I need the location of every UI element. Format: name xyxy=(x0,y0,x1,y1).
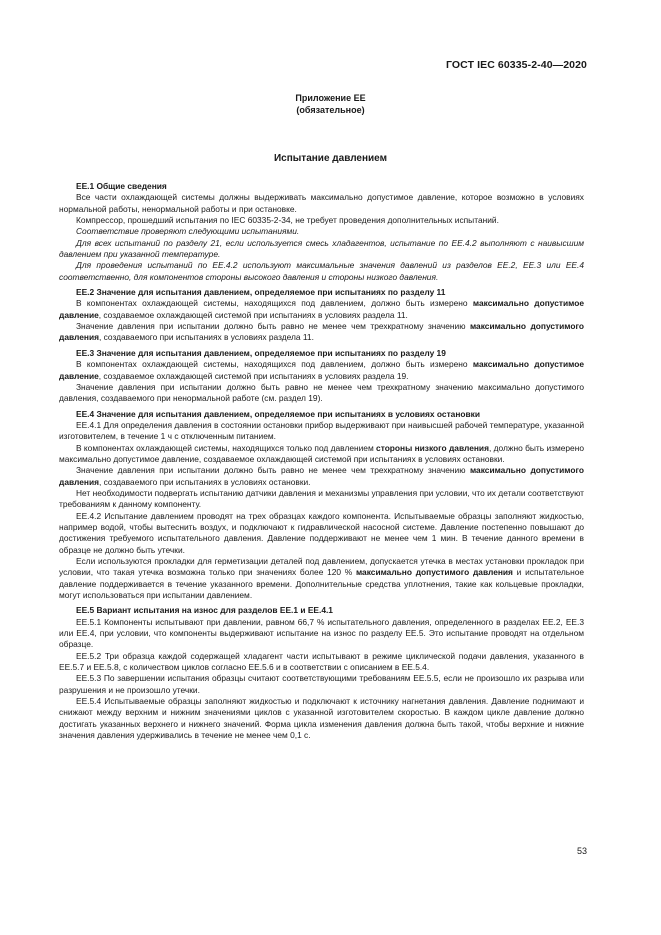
annex-status: (обязательное) xyxy=(296,105,365,115)
ee2-heading: ЕЕ.2 Значение для испытания давлением, определяемое при испытаниях по разделу 11 xyxy=(76,287,446,298)
ee4-paragraph: Нет необходимости подвергать испытанию датчики давления и механизмы управления при условии, что их детали соответствуют требованиям к данному компоненту. xyxy=(59,487,584,510)
ee5-paragraph: ЕЕ.5.2 Три образца каждой содержащей хладагент части испытывают в режиме циклической подачи давления, указанного в ЕЕ.5.7 и ЕЕ.5.8, с количеством циклов согласно ЕЕ.5.6 и в соответствии с описанием в ЕЕ.5.4. xyxy=(59,650,584,673)
ee5-heading: ЕЕ.5 Вариант испытания на износ для разделов ЕЕ.1 и ЕЕ.4.1 xyxy=(76,605,333,616)
text-run: , создаваемое охлаждающей системой при испытаниях в условиях раздела 11. xyxy=(98,309,408,320)
ee1-paragraph: Все части охлаждающей системы должны выдерживать максимально допустимое давление, которое возможно в условиях нормальной работы, ненормальной работы и при остановке. xyxy=(59,192,584,214)
ee1-heading: ЕЕ.1 Общие сведения xyxy=(76,181,167,191)
text-run: В компонентах охлаждающей системы, находящихся только под давлением xyxy=(76,442,377,453)
text-run: , создаваемого при испытаниях в условиях раздела 11. xyxy=(98,332,314,343)
ee3-heading: ЕЕ.3 Значение для испытания давлением, определяемое при испытаниях по разделу 19 xyxy=(76,347,446,358)
ee3-paragraph: Значение давления при испытании должно быть равно не менее чем трехкратному значению максимально допустимого давления, создаваемого при ненормальной работе (см. раздел 19). xyxy=(59,381,584,404)
term-bold: максимально допустимого давления xyxy=(59,321,585,343)
text-run: , должно быть измерено максимально допустимое давление, создаваемое охлаждающей системой при испытаниях в условиях остановки. xyxy=(59,442,584,464)
ee2-paragraph xyxy=(59,298,584,321)
ee4-heading: ЕЕ.4 Значение для испытания давлением, определяемое при испытаниях в условиях остановки xyxy=(76,408,481,419)
ee1-paragraph: Для всех испытаний по разделу 21, если используется смесь хладагентов, испытание по ЕЕ.4.2 выполняют с наивысшим давлением при указанной температуре. xyxy=(59,237,584,260)
ee4-paragraph xyxy=(59,443,584,466)
text-run: , создаваемое охлаждающей системой при испытаниях в условиях раздела 19. xyxy=(98,370,409,381)
ee2-paragraph xyxy=(59,321,584,344)
term-bold: максимально допустимого давления xyxy=(355,567,513,578)
text-run: Значение давления при испытании должно быть равно не менее чем трехкратному значению xyxy=(76,465,470,476)
ee4-paragraph: ЕЕ.4.1 Для определения давления в состоянии остановки прибор выдерживают при наивысшей рабочей температуре, указанной изготовителем, в течение 1 ч с отключенным питанием. xyxy=(59,419,584,442)
text-run: Значение давления при испытании должно быть равно не менее чем трехкратному значению xyxy=(76,321,470,332)
ee5-paragraph: ЕЕ.5.3 По завершении испытания образцы считают соответствующими требованиям ЕЕ.5.5, если не произошло их разрыва или разрушения и не произошло утечки. xyxy=(59,673,584,695)
ee5-paragraph: ЕЕ.5.4 Испытываемые образцы заполняют жидкостью и подключают к источнику нагнетания давления. Давление поднимают и снижают между верхним и нижним значениями циклов с указанной изготовителем скоростью. В каждом цикле давление должно достигать указанных верхнего и нижнего значений. Форма цикла изменения давления должна быть такой, чтобы верхние и нижние значения давления удерживались в течение не менее чем 0,1 с. xyxy=(59,696,584,741)
ee4-paragraph xyxy=(59,465,584,488)
document-body xyxy=(59,181,584,742)
text-run: В компонентах охлаждающей системы, находящихся под давлением, должно быть измерено xyxy=(76,359,473,370)
ee3-paragraph xyxy=(59,359,584,382)
ee4-paragraph xyxy=(59,556,584,601)
text-run: и испытательное давление поддерживается в течение указанного времени. Дополнительные средства уплотнения, такие как кольцевые прокладки, могут использоваться при испытании давлением. xyxy=(59,567,585,601)
ee1-paragraph: Соответствие проверяют следующими испытаниями. xyxy=(76,226,300,237)
page-number: 53 xyxy=(576,846,587,856)
term-bold: максимально допустимого давления xyxy=(59,465,585,487)
ee4-paragraph: ЕЕ.4.2 Испытание давлением проводят на трех образцах каждого компонента. Испытываемые образцы заполняют жидкостью, например водой, чтобы вытеснить воздух, и подключают к гидравлической насосной системе. Давление постепенно повышают до достижения требуемого испытательного давления. Давление поддерживают не менее чем 1 мин. В течение данного времени в образце не должно быть утечки. xyxy=(59,510,584,555)
ee1-paragraph: Для проведения испытаний по ЕЕ.4.2 используют максимальные значения давлений из разделов ЕЕ.2, ЕЕ.3 или ЕЕ.4 соответственно, для компонентов стороны высокого давления и стороны низкого давления. xyxy=(59,260,584,282)
term-bold: максимально допустимое давление xyxy=(59,359,584,381)
ee1-paragraph: Компрессор, прошедший испытания по IEC 60335-2-34, не требует проведения дополнительных испытаний. xyxy=(76,215,499,226)
standard-designation: ГОСТ IEC 60335-2-40—2020 xyxy=(445,59,587,71)
text-run: , создаваемого при испытаниях в условиях остановки. xyxy=(98,476,311,487)
annex-header xyxy=(0,92,661,116)
section-title: Испытание давлением xyxy=(273,153,388,164)
term-bold: максимально допустимое давление xyxy=(59,298,584,320)
annex-title: Приложение ЕЕ xyxy=(295,93,366,103)
term-bold: стороны низкого давления xyxy=(376,442,489,453)
text-run: Если используются прокладки для герметизации деталей под давлением, допускается утечка в местах установки прокладок при условии, что такая утечка возможна только при значениях более 120 % xyxy=(59,556,584,578)
ee5-paragraph: ЕЕ.5.1 Компоненты испытывают при давлении, равном 66,7 % испытательного давления, определенного в разделах ЕЕ.2, ЕЕ.3 или ЕЕ.4, при условии, что компоненты выдерживают испытание на износ по разделу ЕЕ.5. Это испытание проводят на отдельном образце. xyxy=(59,616,584,650)
text-run: В компонентах охлаждающей системы, находящихся под давлением, должно быть измерено xyxy=(76,298,473,309)
